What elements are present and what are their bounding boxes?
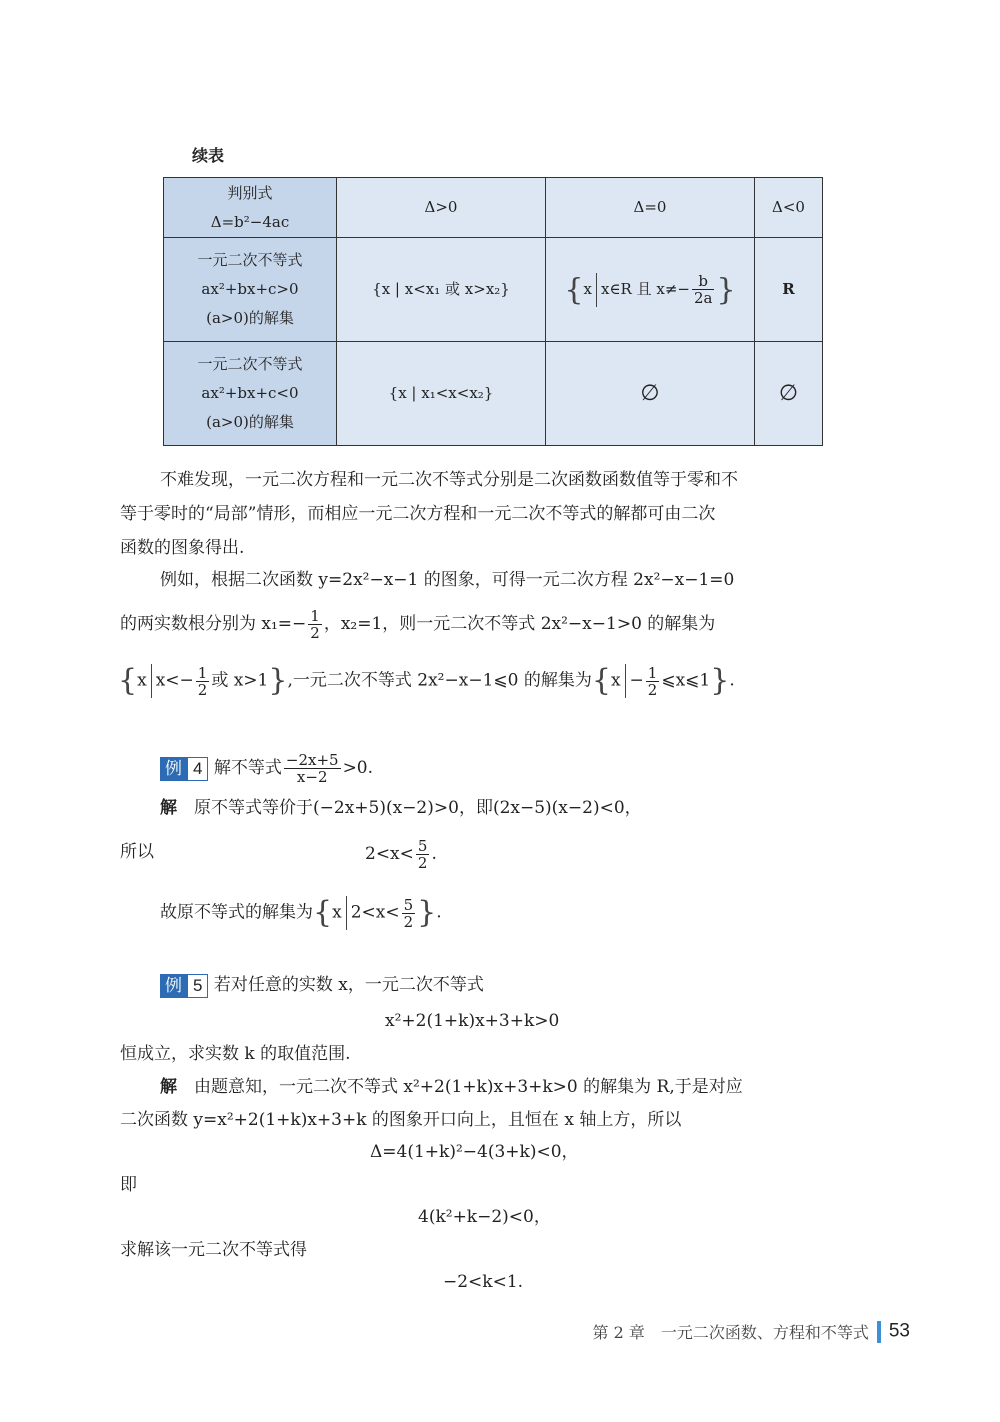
- fraction: $\frac{1}{2}$: [310, 607, 320, 642]
- table-row: [164, 238, 823, 342]
- page-footer: [593, 1320, 911, 1343]
- fraction: $\frac{1}{2}$: [647, 663, 658, 699]
- cell: (a>0)的解集: [206, 413, 294, 431]
- cell: ∅: [546, 342, 755, 446]
- text: ，x₂=1，则一元二次不等式 2x²−x−1>0 的解集为: [323, 614, 716, 634]
- cell: Δ<0: [755, 178, 823, 238]
- cell: 一元二次不等式: [197, 355, 303, 373]
- cell: 一元二次不等式: [197, 251, 303, 269]
- cell-text: x∈R 且 x≠−: [600, 279, 690, 298]
- paragraph-line: 函数的图象得出.: [120, 538, 245, 558]
- so-label: 所以: [120, 842, 154, 862]
- cell: R: [755, 238, 823, 342]
- math-line: 2<x< $\frac{5}{2}$ .: [365, 837, 437, 872]
- example-5-question: 例 5 若对任意的实数 x，一元二次不等式: [160, 973, 484, 998]
- page-number: 53: [888, 1320, 910, 1342]
- paragraph-line: 恒成立，求实数 k 的取值范围.: [120, 1044, 351, 1064]
- paragraph-line: 例如，根据二次函数 y=2x²−x−1 的图象，可得一元二次方程 2x²−x−1=0: [160, 570, 735, 590]
- cell: (a>0)的解集: [206, 309, 294, 327]
- cell: Δ=0: [546, 178, 755, 238]
- solution-table: [163, 177, 823, 446]
- cell-text: x: [583, 279, 592, 298]
- example-5-solution: 解 由题意知，一元二次不等式 x²+2(1+k)x+3+k>0 的解集为 R,于是对应: [160, 1077, 743, 1097]
- math-line: x²+2(1+k)x+3+k>0: [385, 1011, 560, 1031]
- paragraph-line: 不难发现，一元二次方程和一元二次不等式分别是二次函数函数值等于零和不: [160, 470, 738, 490]
- cell: 判别式: [227, 183, 273, 202]
- fraction: $\frac{1}{2}$: [197, 663, 208, 699]
- chapter-title: 第 2 章 一元二次函数、方程和不等式: [592, 1323, 869, 1342]
- cell: {x x∈R 且 x≠− $\frac{b}{2a}$ }: [546, 238, 755, 342]
- example-badge: 例 4: [160, 757, 208, 781]
- math-line: Δ=4(1+k)²−4(3+k)<0，: [370, 1142, 579, 1162]
- paragraph-line: {x x<− $\frac{1}{2}$ 或 x>1},一元二次不等式 2x²−x−1⩽0 的解集为{x − $\frac{1}{2}$ ⩽x⩽1}.: [118, 663, 735, 699]
- table-row: [164, 342, 823, 446]
- paragraph-line: 求解该一元二次不等式得: [120, 1240, 307, 1260]
- paragraph-line: [120, 608, 715, 641]
- cell: Δ=b²−4ac: [210, 212, 290, 231]
- divider: [877, 1321, 881, 1343]
- example-4-conclusion: 故原不等式的解集为{x 2<x< $\frac{5}{2}$ }.: [160, 895, 442, 931]
- fraction: $\frac{b}{2a}$: [693, 272, 713, 307]
- cell: {x | x₁<x<x₂}: [337, 342, 546, 446]
- example-4-solution: 解 原不等式等价于(−2x+5)(x−2)>0，即(2x−5)(x−2)<0，: [160, 798, 642, 818]
- paragraph-line: 二次函数 y=x²+2(1+k)x+3+k 的图象开口向上，且恒在 x 轴上方，所以: [120, 1110, 682, 1130]
- text: 的两实数根分别为 x₁=−: [120, 614, 307, 634]
- cell: ∅: [755, 342, 823, 446]
- cell: ax²+bx+c>0: [201, 280, 299, 298]
- table-row: [164, 178, 823, 238]
- math-line: 4(k²+k−2)<0，: [418, 1207, 551, 1227]
- cell: Δ>0: [337, 178, 546, 238]
- cell: {x | x<x₁ 或 x>x₂}: [337, 238, 546, 342]
- cell: ax²+bx+c<0: [201, 384, 299, 402]
- fraction: $\frac{-2x+5}{x-2}$: [285, 751, 339, 786]
- example-badge: 例 5: [160, 974, 208, 998]
- paragraph-line: 等于零时的“局部”情形，而相应一元二次方程和一元二次不等式的解都可由二次: [120, 504, 716, 524]
- table-caption: 续表: [192, 146, 225, 165]
- paragraph-line: 即: [120, 1175, 137, 1195]
- example-4-question: 例 4 解不等式 $\frac{-2x+5}{x-2}$ >0.: [160, 752, 373, 785]
- math-line: −2<k<1.: [443, 1272, 524, 1292]
